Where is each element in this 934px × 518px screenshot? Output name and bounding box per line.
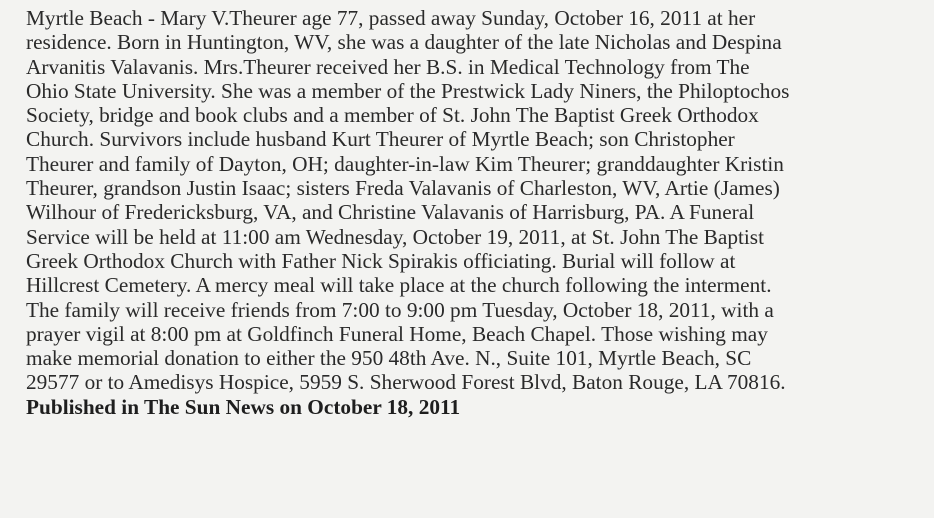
published-credit: Published in The Sun News on October 18, 2011 — [26, 394, 461, 419]
obituary-line: Hillcrest Cemetery. A mercy meal will take place at the church following the interment. — [26, 273, 772, 298]
obituary-line: The family will receive friends from 7:00 to 9:00 pm Tuesday, October 18, 2011, with a — [26, 297, 774, 322]
obituary-line: Theurer and family of Dayton, OH; daughter-in-law Kim Theurer; granddaughter Kristin — [26, 151, 784, 176]
obituary-line: 29577 or to Amedisys Hospice, 5959 S. Sherwood Forest Blvd, Baton Rouge, LA 70816. — [26, 370, 786, 395]
obituary-line: Church. Survivors include husband Kurt Theurer of Myrtle Beach; son Christopher — [26, 127, 735, 152]
obituary-line: Service will be held at 11:00 am Wednesday, October 19, 2011, at St. John The Baptist — [26, 224, 765, 249]
obituary-line: Society, bridge and book clubs and a member of St. John The Baptist Greek Orthodox — [26, 103, 759, 128]
obituary-line: make memorial donation to either the 950 48th Ave. N., Suite 101, Myrtle Beach, SC — [26, 346, 752, 371]
obituary-line: Theurer, grandson Justin Isaac; sisters Freda Valavanis of Charleston, WV, Artie (James) — [26, 176, 780, 201]
obituary-text — [26, 6, 934, 419]
obituary-line: Wilhour of Fredericksburg, VA, and Christine Valavanis of Harrisburg, PA. A Funeral — [26, 200, 755, 225]
obituary-line: residence. Born in Huntington, WV, she was a daughter of the late Nicholas and Despina — [26, 30, 782, 55]
obituary-line: Greek Orthodox Church with Father Nick Spirakis officiating. Burial will follow at — [26, 248, 736, 273]
obituary-line: prayer vigil at 8:00 pm at Goldfinch Funeral Home, Beach Chapel. Those wishing may — [26, 321, 768, 346]
obituary-line: Ohio State University. She was a member of the Prestwick Lady Niners, the Philoptochos — [26, 78, 790, 103]
obituary-line: Myrtle Beach - Mary V.Theurer age 77, passed away Sunday, October 16, 2011 at her — [26, 6, 756, 30]
obituary-line: Arvanitis Valavanis. Mrs.Theurer received her B.S. in Medical Technology from The — [26, 54, 750, 79]
